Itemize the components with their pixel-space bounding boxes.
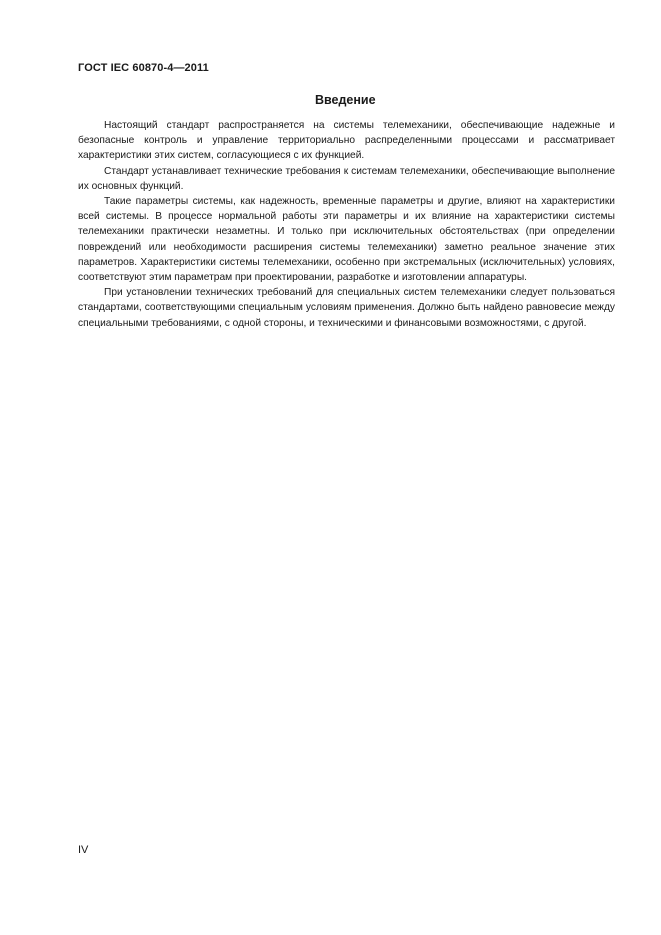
paragraph: При установлении технических требований для специальных систем телемеханики следует пользоваться стандартами, соответствующими специальным условиям применения. Должно быть найдено равновесие между специальными требованиями, с одной стороны, и техническими и финансовыми возможностями, с другой.	[78, 287, 615, 329]
section-title: Введение	[315, 93, 376, 107]
paragraph: Стандарт устанавливает технические требования к системам телемеханики, обеспечивающие выполнение их основных функций.	[78, 165, 615, 192]
paragraph: Такие параметры системы, как надежность, временные параметры и другие, влияют на характеристики всей системы. В процессе нормальной работы эти параметры и их влияние на характеристики системы телемеханики практически незаметны. И только при исключительных обстоятельствах (при определении повреждений или необходимости расширения системы телемеханики) заметно реальное значение этих параметров. Характеристики системы телемеханики, особенно при экстремальных (исключительных) условиях, соответствуют этим параметрам при проектировании, разработке и изготовлении аппаратуры.	[78, 196, 615, 284]
paragraph: Настоящий стандарт распространяется на системы телемеханики, обеспечивающие надежные и безопасные контроль и управление территориально распределенными процессами и рассматривает характеристики этих систем, согласующиеся с их функцией.	[78, 120, 615, 162]
page-number: IV	[78, 844, 89, 856]
body-text	[78, 118, 615, 331]
document-header: ГОСТ IEC 60870-4—2011	[78, 62, 209, 74]
